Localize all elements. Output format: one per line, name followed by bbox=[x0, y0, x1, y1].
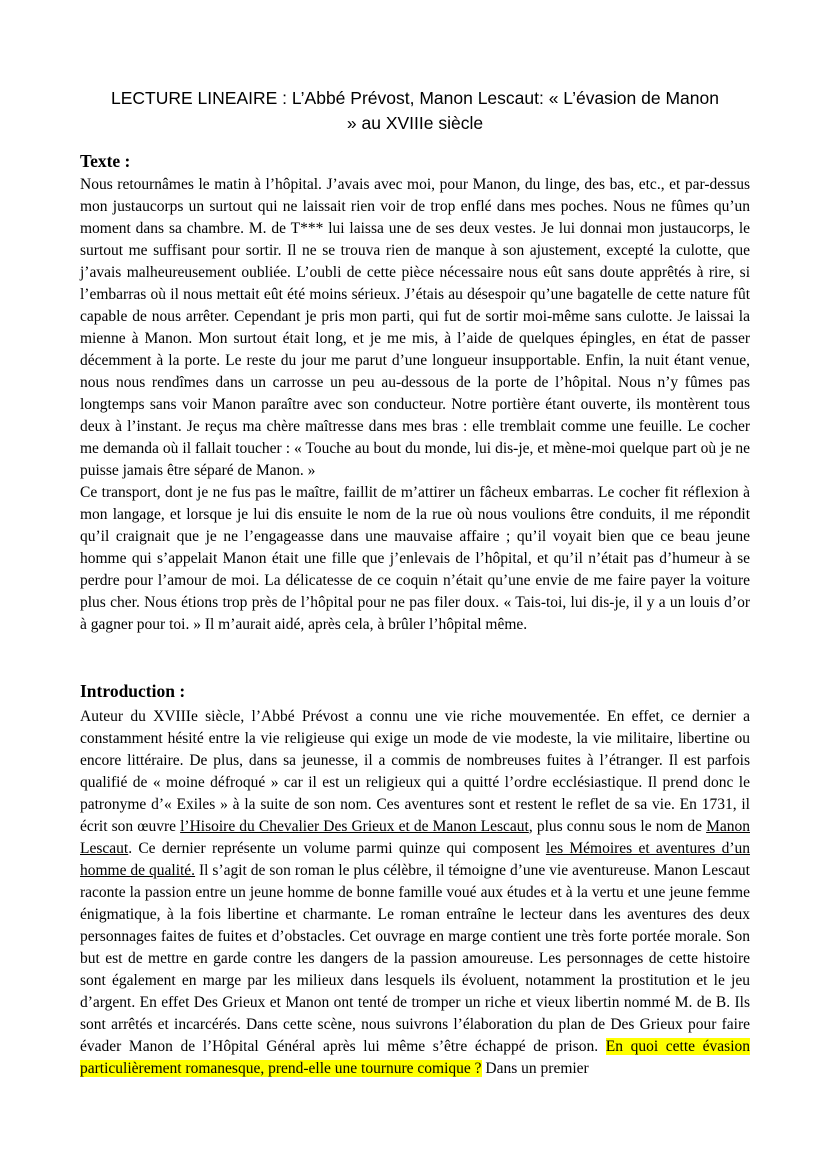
texte-paragraph: Nous retournâmes le matin à l’hôpital. J’avais avec moi, pour Manon, du linge, des bas, etc., et par-dessus mon justaucorps un surtout qui ne laissait rien voir de trop enflé dans mes poches. Nous ne fûmes qu’un moment dans sa chambre. M. de T*** lui laissa une de ses deux vestes. Je lui donnai mon justaucorps, le surtout me suffisant pour sortir. Il ne se trouva rien de manque à son ajustement, excepté la culotte, que j’avais malheureusement oubliée. L’oubli de cette pièce nécessaire nous eût sans doute apprêtés à rire, si l’embarras où il nous mettait eût été moins sérieux. J’étais au désespoir qu’une bagatelle de cette nature fût capable de nous arrêter. Cependant je pris mon parti, qui fut de sortir moi-même sans culotte. Je laissai la mienne à Manon. Mon surtout était long, et je me mis, à l’aide de quelques épingles, en état de passer décemment à la porte. Le reste du jour me parut d’une longueur insupportable. Enfin, la nuit étant venue, nous nous rendîmes dans un carrosse un peu au-dessous de la porte de l’hôpital. Nous n’y fûmes pas longtemps sans voir Manon paraître avec son conducteur. Notre portière étant ouverte, ils montèrent tous deux à l’instant. Je reçus ma chère maîtresse dans mes bras : elle tremblait comme une feuille. Le cocher me demanda où il fallait toucher : « Touche au bout du monde, lui dis-je, et mène-moi quelque part où je ne puisse jamais être séparé de Manon. » bbox=[80, 176, 750, 479]
texte-paragraph: Ce transport, dont je ne fus pas le maître, faillit de m’attirer un fâcheux embarras. Le cocher fit réflexion à mon langage, et lorsque je lui dis ensuite le nom de la rue où nous voulions être conduits, il me répondit qu’il craignait que je ne l’engageasse dans une mauvaise affaire ; qu’il voyait bien que ce beau jeune homme qui s’appelait Manon était une fille que j’enlevais de l’hôpital, et qu’il n’était pas d’humeur à se perdre pour l’amour de moi. La délicatesse de ce coquin n’était qu’une envie de me faire payer la voiture plus cher. Nous étions trop près de l’hôpital pour ne pas filer doux. « Tais-toi, lui dis-je, il y a un louis d’or à gagner pour toi. » Il m’aurait aidé, après cela, à brûler l’hôpital même. bbox=[80, 484, 750, 633]
document-title: LECTURE LINEAIRE : L’Abbé Prévost, Manon Lescaut: « L’évasion de Manon » au XVIIIe siècle bbox=[111, 88, 719, 133]
texte-heading: Texte : bbox=[80, 151, 131, 171]
book-title-underline: l’Hisoire du Chevalier Des Grieux et de Manon Lescaut bbox=[180, 818, 529, 835]
intro-text: Auteur du XVIIIe siècle, l’Abbé Prévost a connu une vie riche mouvementée. En effet, ce dernier a constamment hésité entre la vie religieuse qui exige un mode de vie modeste, la vie militaire, libertine ou encore littéraire. De plus, dans sa jeunesse, il a commis de nombreuses fuites à l’étranger. Il est parfois qualifié de « moine défroqué » car il est un religieux qui a quitté l’ordre ecclésiastique. Il prend donc le patronyme d’« Exiles » à la suite de son nom. Ces aventures sont et restent le reflet de sa vie. En 1731, il écrit son œuvre bbox=[80, 708, 750, 835]
intro-text: Dans un premier bbox=[481, 1060, 589, 1077]
book-title-underline: Manon Lescaut bbox=[80, 818, 750, 857]
introduction-paragraph bbox=[80, 706, 750, 1080]
problematique-highlight: En quoi cette évasion particulièrement romanesque, prend-elle une tournure comique ? bbox=[80, 1038, 750, 1077]
book-title-underline: les Mémoires et aventures d’un homme de qualité. bbox=[80, 840, 750, 879]
introduction-heading: Introduction : bbox=[80, 681, 186, 701]
intro-text: . Ce dernier représente un volume parmi quinze qui composent bbox=[128, 840, 546, 857]
intro-text: Il s’agit de son roman le plus célèbre, il témoigne d’une vie aventureuse. Manon Lescaut raconte la passion entre un jeune homme de bonne famille voué aux études et à la vertu et une jeune femme énigmatique, à la fois libertine et charmante. Le roman entraîne le lecteur dans les aventures des deux personnages faites de fuites et d’obstacles. Cet ouvrage en marge contient une très forte portée morale. Son but est de mettre en garde contre les dangers de la passion amoureuse. Les personnages de cette histoire sont également en marge par les milieux dans lesquels ils évoluent, notamment la prostitution et le jeu d’argent. En effet Des Grieux et Manon ont tenté de tromper un riche et vieux libertin nommé M. de B. Ils sont arrêtés et incarcérés. Dans cette scène, nous suivrons l’élaboration du plan de Des Grieux pour faire évader Manon de l’Hôpital Général après lui même s’être échappé de prison. bbox=[80, 862, 750, 1055]
intro-text: , plus connu sous le nom de bbox=[528, 818, 707, 835]
